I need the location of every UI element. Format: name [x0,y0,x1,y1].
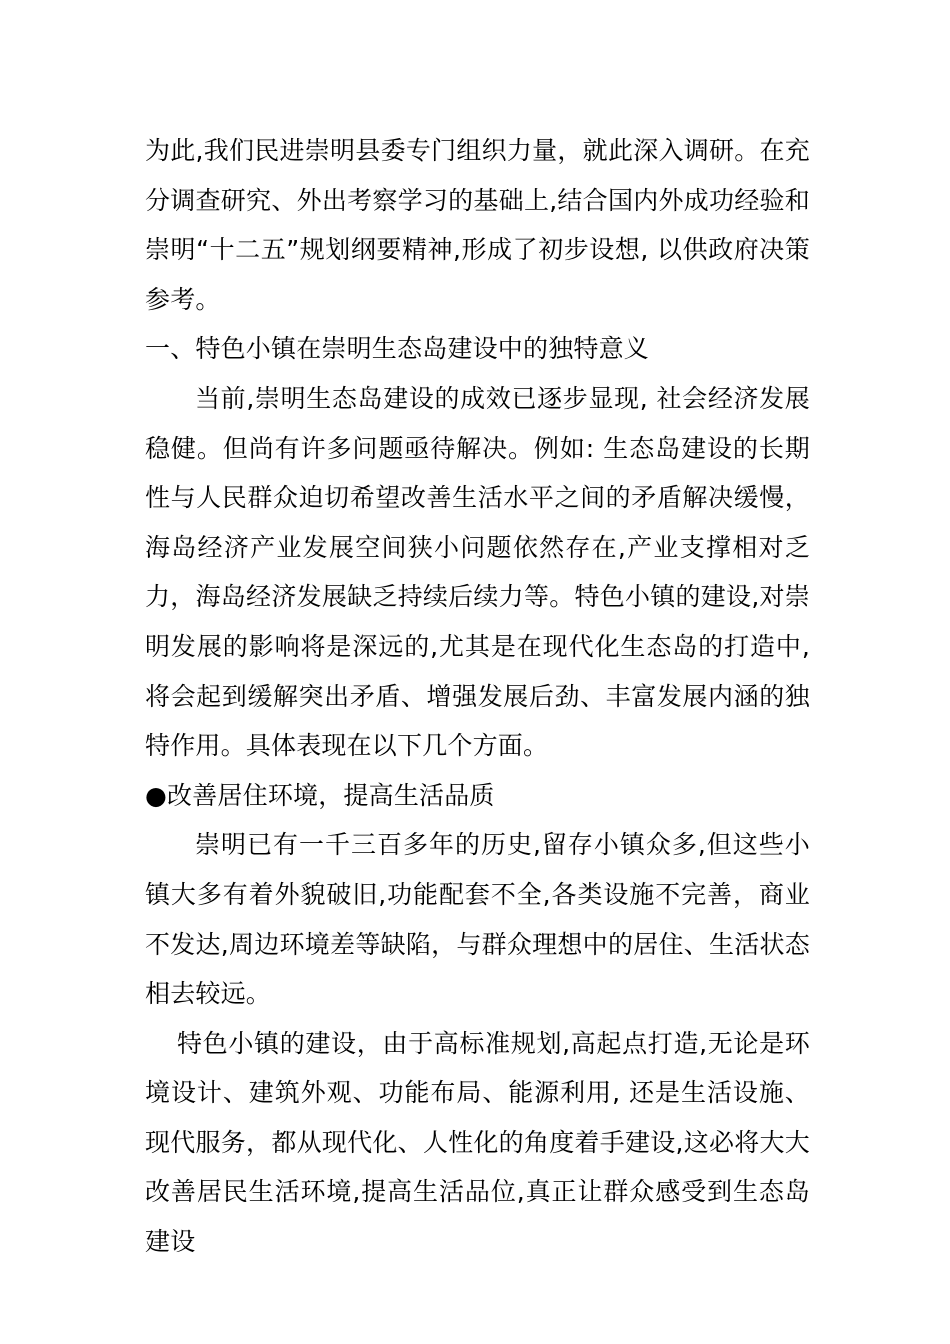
paragraph-town-construction: 特色小镇的建设，由于高标准规划,高起点打造,无论是环境设计、建筑外观、功能布局、能源利用, 还是生活设施、现代服务，都从现代化、人性化的角度着手建设,这必将大大改善居民生活环境,提高生活品位,真正让群众感受到生态岛建设 [145,1028,810,1257]
section-heading-1: 一、特色小镇在崇明生态岛建设中的独特意义 [145,334,650,364]
document-page [145,126,810,1267]
paragraph-town-history: 崇明已有一千三百多年的历史,留存小镇众多,但这些小镇大多有着外貌破旧,功能配套不全,各类设施不完善，商业不发达,周边环境差等缺陷，与群众理想中的居住、生活状态相去较远。 [145,830,810,1009]
paragraph-intro-continued: 为此,我们民进崇明县委专门组织力量，就此深入调研。在充分调查研究、外出考察学习的基础上,结合国内外成功经验和崇明“十二五”规划纲要精神,形成了初步设想, 以供政府决策参考。 [145,136,810,314]
bullet-heading-living-environment: ●改善居住环境，提高生活品质 [145,780,495,810]
paragraph-significance: 当前,崇明生态岛建设的成效已逐步显现, 社会经济发展稳健。但尚有许多问题亟待解决。例如: 生态岛建设的长期性与人民群众迫切希望改善生活水平之间的矛盾解决缓慢，海岛经济产业发展空间狭小问题依然存在,产业支撑相对乏力，海岛经济发展缺乏持续后续力等。特色小镇的建设,对崇明发展的影响将是深远的,尤其是在现代化生态岛的打造中, 将会起到缓解突出矛盾、增强发展后劲、丰富发展内涵的独特作用。具体表现在以下几个方面。 [145,383,810,761]
